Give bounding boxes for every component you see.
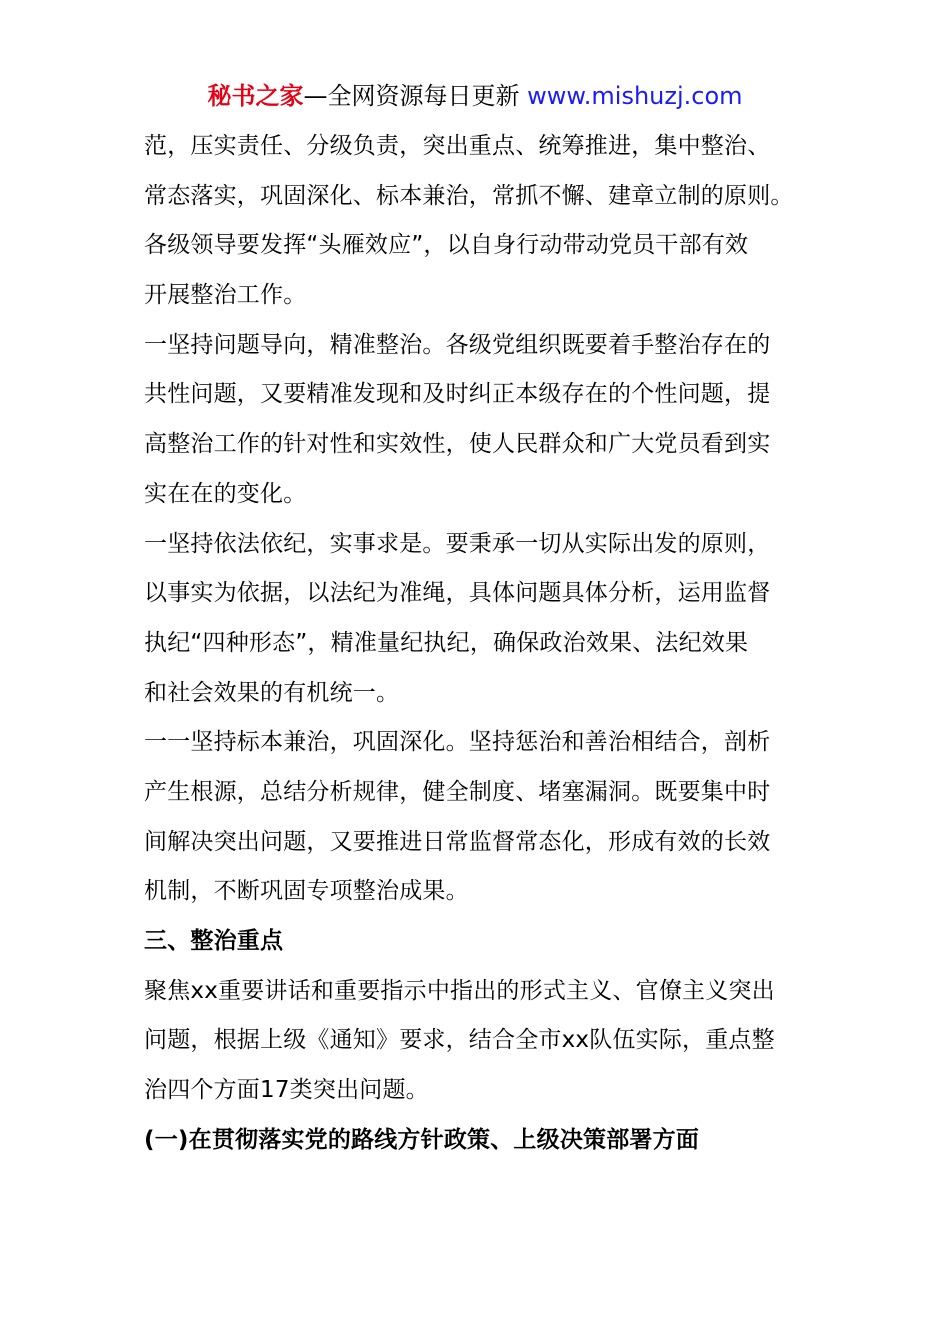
body-line: 一一坚持标本兼治，巩固深化。坚持惩治和善治相结合，剖析 bbox=[144, 729, 771, 756]
body-line: 治四个方面17类突出问题。 bbox=[144, 1077, 429, 1104]
body-line: 一坚持依法依纪，实事求是。要秉承一切从实际出发的原则， bbox=[144, 530, 771, 557]
brand-name: 秘书之家 bbox=[207, 82, 304, 110]
body-line: 问题，根据上级《通知》要求，结合全市xx队伍实际，重点整 bbox=[144, 1027, 775, 1054]
body-line: 开展整治工作。 bbox=[144, 282, 307, 309]
body-line: 机制，不断巩固专项整治成果。 bbox=[144, 878, 469, 905]
body-line: 高整治工作的针对性和实效性，使人民群众和广大党员看到实 bbox=[144, 431, 771, 458]
body-line: 和社会效果的有机统一。 bbox=[144, 679, 400, 706]
document-body bbox=[144, 122, 834, 1165]
body-line: 各级领导要发挥“头雁效应”，以自身行动带动党员干部有效 bbox=[144, 232, 749, 259]
body-line: 产生根源，总结分析规律，健全制度、堵塞漏洞。既要集中时 bbox=[144, 778, 771, 805]
body-line: 常态落实，巩固深化、标本兼治，常抓不懈、建章立制的原则。 bbox=[144, 182, 794, 209]
body-line: 执纪“四种形态”，精准量纪执纪，确保政治效果、法纪效果 bbox=[144, 629, 749, 656]
section-heading: 三、整治重点 bbox=[144, 928, 284, 954]
body-line: 聚焦xx重要讲话和重要指示中指出的形式主义、官僚主义突出 bbox=[144, 977, 775, 1004]
body-line: 间解决突出问题，又要推进日常监督常态化，形成有效的长效 bbox=[144, 828, 771, 855]
body-line: 一坚持问题导向，精准整治。各级党组织既要着手整治存在的 bbox=[144, 331, 771, 358]
body-line: 范，压实责任、分级负责，突出重点、统筹推进，集中整治、 bbox=[144, 133, 771, 159]
body-line: 共性问题，又要精准发现和及时纠正本级存在的个性问题，提 bbox=[144, 381, 771, 408]
body-line: 实在在的变化。 bbox=[144, 480, 307, 507]
page-header bbox=[0, 78, 950, 114]
header-tagline: —全网资源每日更新 bbox=[303, 82, 528, 110]
site-url-link[interactable]: www.mishuzj.com bbox=[527, 82, 743, 110]
body-line: 以事实为依据，以法纪为准绳，具体问题具体分析，运用监督 bbox=[144, 580, 771, 607]
subsection-heading: (一)在贯彻落实党的路线方针政策、上级决策部署方面 bbox=[144, 1126, 700, 1153]
